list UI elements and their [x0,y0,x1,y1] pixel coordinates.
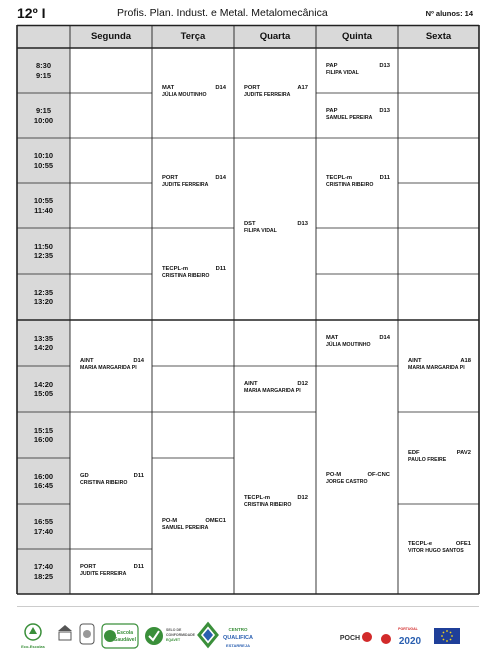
lesson-subject: EDF [408,450,420,456]
lesson-room: PAV2 [456,450,471,456]
lesson-teacher: CRISTINA RIBEIRO [80,479,128,486]
svg-text:CONFORMIDADE: CONFORMIDADE [166,633,195,637]
escola-saudavel-logo-graphic [101,622,139,650]
lesson-teacher: MARIA MARGARIDA PI [244,388,301,395]
time-start: 10:55 [33,196,54,206]
lesson-subject: MAT [326,335,339,341]
svg-text:2020: 2020 [398,636,422,647]
eco-escolas-logo-graphic [20,622,46,650]
selo-conformidade-logo-graphic [144,622,195,650]
eco-escolas-logo [20,622,46,650]
lesson-room: OFE1 [455,541,471,547]
lesson-room: D12 [297,381,308,387]
lesson-room: A17 [297,85,308,91]
time-end: 12:35 [33,251,54,260]
lesson-subject: PO-M [162,518,178,524]
lesson-room: D13 [379,62,390,69]
time-start: 16:00 [33,471,54,481]
time-start: 12:35 [33,287,54,297]
time-end: 10:00 [33,115,54,125]
lesson-subject: PAP [326,62,338,69]
selo-conformidade-logo [144,622,195,650]
lesson-subject: PORT [162,175,179,181]
lesson-subject: AINT [80,358,94,364]
time-start: 9:15 [35,106,51,116]
svg-text:Saudável: Saudável [114,637,136,643]
lesson-teacher: CRISTINA RIBEIRO [244,502,292,509]
poch-logo [336,622,374,650]
lesson-teacher: JUDITE FERREIRA [162,182,209,189]
portugal-2020-logo-graphic [380,622,428,650]
time-end: 10:55 [33,160,54,170]
lesson-subject: GD [80,472,89,479]
lesson-teacher: JÚLIA MOUTINHO [162,92,207,99]
svg-text:QUALIFICA: QUALIFICA [223,635,253,641]
footer-logos [0,600,503,656]
lesson-room: D12 [297,495,308,501]
time-end: 17:40 [33,526,54,536]
lesson-teacher: CRISTINA RIBEIRO [162,273,210,280]
eu-flag-logo-graphic [432,622,478,650]
unesco-logo [56,622,74,650]
unesco-logo-graphic [56,622,74,650]
time-start: 8:30 [35,61,51,71]
svg-text:POCH: POCH [339,635,361,642]
school-crest-logo [77,622,97,650]
time-start: 13:35 [33,333,54,343]
time-end: 11:40 [34,205,53,215]
day-header: Sexta [398,25,479,48]
time-start: 17:40 [33,562,54,572]
lesson-room: D13 [379,107,390,114]
lesson-teacher: JÚLIA MOUTINHO [326,342,371,349]
lesson-subject: DST [244,221,256,227]
time-start: 15:15 [33,425,54,435]
svg-text:CENTRO: CENTRO [228,627,248,632]
lesson-subject: TECPL-m [326,175,353,181]
lesson-subject: PAP [326,107,338,114]
escola-saudavel-logo [101,622,139,650]
time-end: 13:20 [33,297,54,306]
time-end: 14:20 [33,343,54,352]
svg-text:Escola: Escola [116,630,134,636]
time-end: 16:00 [33,435,54,444]
lesson-room: D11 [379,175,390,181]
time-end: 18:25 [33,571,54,581]
lesson-teacher: MARIA MARGARIDA PI [80,365,137,372]
svg-text:Eco-Escolas: Eco-Escolas [21,644,45,649]
lesson-teacher: JORGE CASTRO [326,479,368,486]
centro-qualifica-logo [198,622,260,650]
day-header: Quinta [316,25,398,48]
day-header: Terça [152,25,234,48]
lesson-teacher: JUDITE FERREIRA [80,570,127,577]
grid-lines [17,25,487,597]
lesson-room: OF-CNC [367,472,390,478]
class-name: 12º I [17,5,46,21]
lesson-subject: TECPL-m [244,495,271,501]
lesson-subject: AINT [408,358,422,364]
lesson-subject: PORT [80,563,97,570]
timetable-header [17,5,479,23]
lesson-teacher: MARIA MARGARIDA PI [408,365,465,372]
time-start: 11:50 [34,241,53,251]
time-end: 9:15 [35,70,51,80]
lesson-room: D11 [215,266,226,272]
lesson-teacher: FILIPA VIDAL [326,69,359,76]
portugal-2020-logo [380,622,428,650]
lesson-teacher: VITOR HUGO SANTOS [408,548,464,555]
lesson-teacher: SAMUEL PEREIRA [162,525,209,532]
lesson-teacher: CRISTINA RIBEIRO [326,182,374,189]
lesson-teacher: FILIPA VIDAL [244,228,277,235]
day-header: Quarta [234,25,316,48]
svg-text:SELO DE: SELO DE [166,628,182,632]
time-end: 15:05 [33,389,54,398]
svg-text:EQAVET: EQAVET [166,638,181,642]
lesson-room: D11 [133,472,144,479]
lesson-room: D14 [379,335,390,341]
svg-text:ESTARREJA: ESTARREJA [226,643,250,648]
lesson-teacher: JUDITE FERREIRA [244,92,291,99]
time-start: 10:10 [33,151,54,161]
lesson-subject: PO-M [326,472,342,478]
day-header: Segunda [70,25,152,48]
lesson-room: D13 [297,221,308,227]
time-end: 16:45 [33,481,54,490]
student-count: Nº alunos: 14 [425,9,473,18]
lesson-teacher: PAULO FREIRE [408,457,447,464]
lesson-room: A18 [460,358,471,364]
svg-text:PORTUGAL: PORTUGAL [398,627,418,631]
lesson-subject: AINT [244,381,258,387]
school-crest-logo-graphic [77,622,97,650]
lesson-room: D14 [133,358,144,364]
centro-qualifica-logo-graphic [198,622,260,650]
lesson-room: D14 [215,85,226,91]
course-name: Profis. Plan. Indust. e Metal. Metalomecânica [117,7,328,19]
lesson-subject: TECPL-m [162,266,189,272]
lesson-subject: TECPL-e [408,541,433,547]
time-start: 14:20 [33,379,54,389]
eu-flag-logo [432,622,478,650]
lesson-room: OMEC1 [205,518,226,524]
lesson-room: D14 [215,175,226,181]
lesson-subject: MAT [162,85,175,91]
poch-logo-graphic [336,622,374,650]
lesson-subject: PORT [244,85,261,91]
time-start: 16:55 [33,517,54,527]
lesson-room: D11 [133,563,144,570]
footer-divider [17,606,479,607]
lesson-teacher: SAMUEL PEREIRA [326,114,373,121]
